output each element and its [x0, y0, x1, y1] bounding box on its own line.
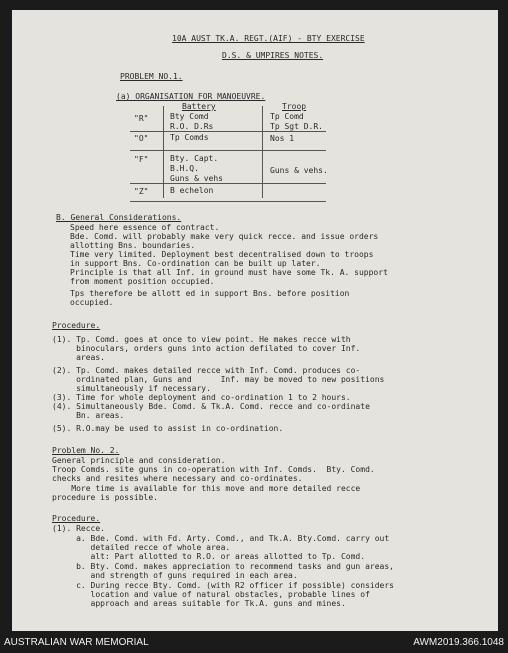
procedure-line: simultaneously if necessary.	[52, 384, 211, 393]
recce-line: a. Bde. Comd. with Fd. Arty. Comd., and Tk.A. Bty.Comd. carry out	[52, 534, 390, 543]
org-table-divider	[262, 106, 263, 198]
recce-line: detailed recce of whole area.	[52, 543, 231, 552]
section-b-line: Tps therefore be allott ed in support Bns. before position	[70, 289, 350, 298]
org-row-c1: R.O. D.Rs	[170, 122, 214, 131]
org-row-c1: B echelon	[170, 186, 214, 195]
section-b-line: from moment position occupied.	[70, 277, 215, 286]
org-row-c1: B.H.Q.	[170, 164, 199, 173]
org-row-key: "O"	[134, 134, 149, 143]
document-subheader: D.S. & UMPIRES NOTES.	[222, 51, 324, 60]
procedure-line: Bn. areas.	[52, 411, 125, 420]
org-col1-header: Battery	[182, 102, 216, 111]
section-b-line: Time very limited. Deployment best decentralised down to troops	[70, 250, 374, 259]
org-row-c2: Guns & vehs.	[270, 166, 328, 175]
footer-institution: AUSTRALIAN WAR MEMORIAL	[4, 637, 149, 648]
section-b-line: Principle is that all Inf. in ground must have some Tk. A. support	[70, 268, 388, 277]
problem1-title: PROBLEM NO.1.	[120, 72, 183, 81]
section-b-line: in support Bns. Co-ordination can be built up later.	[70, 259, 321, 268]
procedure-line: (1). Tp. Comd. goes at once to view point. He makes recce with	[52, 335, 351, 344]
procedure-line: binoculars, orders guns into action defilated to cover Inf.	[52, 344, 361, 353]
recce-line: and strength of guns required in each area.	[52, 571, 298, 580]
org-table-rule	[130, 150, 326, 151]
org-row-c1: Tp Comds	[170, 133, 209, 142]
org-table-rule	[130, 131, 326, 132]
recce-item: (1). Recce.	[52, 524, 105, 533]
recce-line: approach and areas suitable for Tk.A. guns and mines.	[52, 599, 346, 608]
problem2-line: Troop Comds. site guns in co-operation with Inf. Comds. Bty. Comd.	[52, 465, 375, 474]
section-b-line: Speed here essence of contract.	[70, 223, 220, 232]
procedure-line: ordinated plan, Guns and Inf. may be moved to new positions	[52, 375, 385, 384]
org-table-rule	[130, 201, 326, 202]
org-row-c2: Tp Comd	[270, 112, 304, 121]
section-b-title: B. General Considerations.	[56, 213, 182, 222]
section-b-line: Bde. Comd. will probably make very quick recce. and issue orders	[70, 232, 379, 241]
org-row-key: "F"	[134, 155, 149, 164]
recce-line: alt: Part allotted to R.O. or areas allotted to Tp. Comd.	[52, 552, 366, 561]
document-page	[12, 10, 498, 631]
org-col2-header: Troop	[282, 102, 307, 111]
footer-accession-number: AWM2019.366.1048	[413, 637, 504, 648]
footer-bar	[0, 633, 508, 653]
procedure-line: (2). Tp. Comd. makes detailed recce with Inf. Comd. produces co-	[52, 366, 361, 375]
problem2-title: Problem No. 2.	[52, 446, 120, 455]
org-title: (a) ORGANISATION FOR MANOEUVRE.	[116, 92, 266, 101]
org-row-c1: Guns & vehs	[170, 174, 223, 183]
problem2-line: General principle and consideration.	[52, 456, 226, 465]
procedure-line: (3). Time for whole deployment and co-ordination 1 to 2 hours.	[52, 393, 351, 402]
problem2-line: checks and resites where necessary and co-ordinates.	[52, 474, 303, 483]
org-row-c1: Bty Comd	[170, 112, 209, 121]
org-row-c2: Nos 1	[270, 134, 295, 143]
section-b-line: allotting Bns. boundaries.	[70, 241, 196, 250]
problem2-line: procedure is possible.	[52, 493, 158, 502]
procedure-line: areas.	[52, 353, 105, 362]
org-row-key: "Z"	[134, 187, 149, 196]
section-b-line: occupied.	[70, 298, 114, 307]
org-table-divider	[163, 106, 164, 198]
problem2-line: More time is available for this move and more detailed recce	[52, 484, 361, 493]
org-table-rule	[130, 183, 326, 184]
org-row-key: "R"	[134, 114, 149, 123]
procedure2-title: Procedure.	[52, 514, 101, 523]
recce-line: c. During recce Bty. Comd. (with R2 officer if possible) considers	[52, 581, 394, 590]
org-row-c1: Bty. Capt.	[170, 154, 219, 163]
procedure-line: (5). R.O.may be used to assist in co-ordination.	[52, 424, 284, 433]
procedure-title: Procedure.	[52, 321, 101, 330]
procedure-line: (4). Simultaneously Bde. Comd. & Tk.A. Comd. recce and co-ordinate	[52, 402, 370, 411]
document-header: 10A AUST TK.A. REGT.(AIF) - BTY EXERCISE	[172, 34, 365, 43]
recce-line: b. Bty. Comd. makes appreciation to recommend tasks and gun areas,	[52, 562, 394, 571]
recce-line: location and value of natural obstacles, probable lines of	[52, 590, 370, 599]
org-row-c2: Tp Sgt D.R.	[270, 122, 323, 131]
